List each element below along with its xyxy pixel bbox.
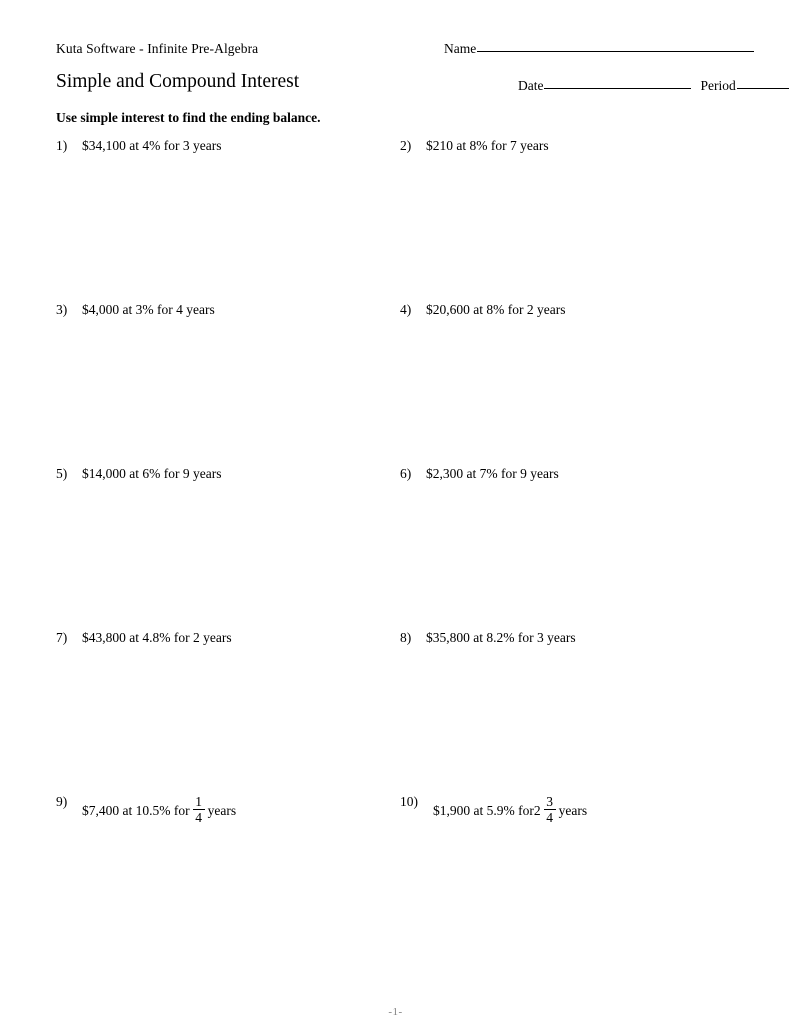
problem-row [0, 631, 791, 795]
problem-text [82, 139, 221, 153]
problem-text [433, 795, 587, 826]
problem-row [0, 795, 791, 915]
problem-row [0, 303, 791, 467]
problem-row [0, 139, 791, 303]
problem-number: 7) [56, 630, 68, 645]
fraction-denominator: 4 [195, 810, 202, 826]
problem-1 [56, 139, 221, 153]
problem-number: 10) [400, 794, 418, 809]
problem-text-before: $1,900 at 5.9% for [433, 802, 534, 818]
problem-row [0, 467, 791, 631]
problem-text [426, 631, 576, 645]
problem-6 [400, 467, 559, 481]
name-field-row [444, 41, 754, 57]
period-input-line[interactable] [737, 88, 789, 89]
mixed-number-whole-part: 2 [533, 802, 541, 818]
problem-2 [400, 139, 549, 153]
problem-3 [56, 303, 215, 317]
name-label: Name [444, 41, 477, 56]
publisher-line: Kuta Software - Infinite Pre-Algebra [56, 41, 259, 56]
problem-number: 2) [400, 138, 412, 153]
problem-7 [56, 631, 232, 645]
problem-8 [400, 631, 576, 645]
problem-number: 6) [400, 466, 412, 481]
problem-list [0, 139, 791, 915]
problem-text-before: $4,000 at 3% for 4 years [82, 302, 215, 317]
page-number: -1- [388, 1006, 403, 1018]
period-label: Period [700, 78, 736, 93]
date-period-field-row [518, 78, 754, 94]
fraction [544, 795, 556, 826]
problem-text-after: years [558, 802, 588, 818]
date-label: Date [518, 78, 544, 93]
page-title: Simple and Compound Interest [56, 71, 300, 92]
problem-5 [56, 467, 221, 481]
problem-text-before: $2,300 at 7% for 9 years [426, 466, 559, 481]
problem-text [426, 139, 549, 153]
problem-text [82, 467, 221, 481]
problem-text [82, 303, 215, 317]
problem-text-before: $34,100 at 4% for 3 years [82, 138, 222, 153]
instruction-line: Use simple interest to find the ending balance. [56, 110, 321, 125]
problem-text-before: $210 at 8% for 7 years [426, 138, 549, 153]
problem-text [82, 795, 236, 826]
name-input-line[interactable] [477, 51, 754, 52]
problem-9 [56, 795, 236, 826]
problem-text-before: $7,400 at 10.5% for [82, 802, 190, 818]
problem-10 [400, 795, 587, 826]
problem-4 [400, 303, 565, 317]
problem-text-before: $14,000 at 6% for 9 years [82, 466, 222, 481]
fraction-numerator: 1 [195, 793, 202, 809]
problem-text [426, 303, 565, 317]
problem-text-before: $43,800 at 4.8% for 2 years [82, 630, 232, 645]
problem-text [426, 467, 559, 481]
fraction-denominator: 4 [546, 810, 553, 826]
problem-number: 3) [56, 302, 68, 317]
problem-text-before: $35,800 at 8.2% for 3 years [426, 630, 576, 645]
problem-text-before: $20,600 at 8% for 2 years [426, 302, 566, 317]
problem-number: 9) [56, 794, 68, 809]
fraction-numerator: 3 [546, 793, 553, 809]
problem-number: 1) [56, 138, 68, 153]
problem-number: 5) [56, 466, 68, 481]
problem-number: 4) [400, 302, 412, 317]
problem-text [82, 631, 232, 645]
problem-text-after: years [207, 802, 237, 818]
fraction [193, 795, 205, 826]
problem-number: 8) [400, 630, 412, 645]
date-input-line[interactable] [544, 88, 691, 89]
